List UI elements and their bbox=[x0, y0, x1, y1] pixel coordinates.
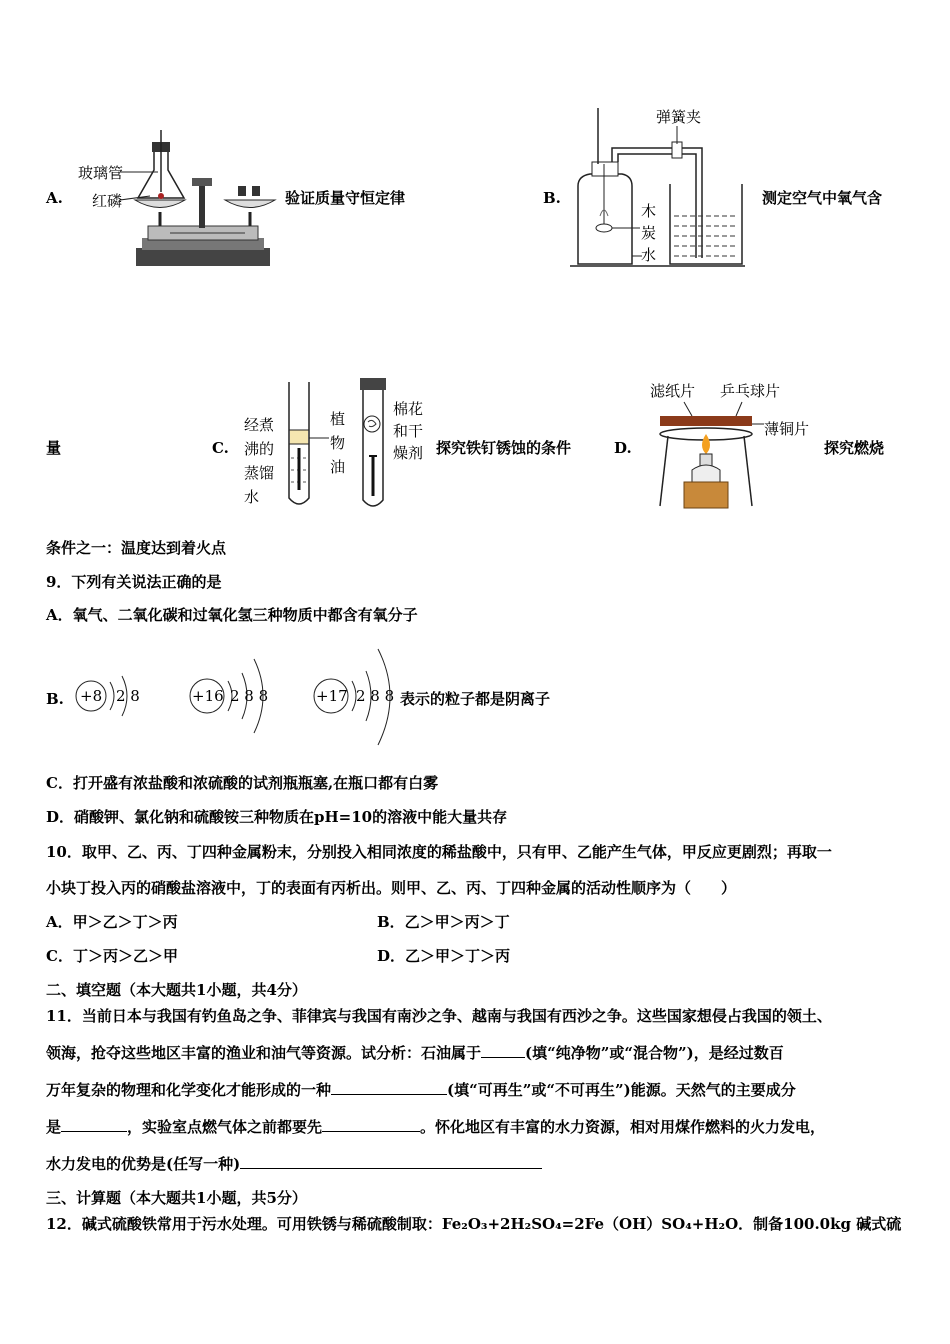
q9-option-a: A．氧气、二氧化碳和过氧化氢三种物质中都含有氧分子 bbox=[46, 606, 418, 624]
answer-blank-5[interactable] bbox=[240, 1154, 542, 1169]
boiled-water-label-2: 沸的 bbox=[244, 440, 275, 458]
option-c-letter: C. bbox=[212, 439, 229, 457]
q12-stem: 12．碱式硫酸铁常用于污水处理。可用铁锈与稀硫酸制取：Fe₂O₃+2H₂SO₄=2Fe（OH）SO₄+H₂O．制备100.0kg 碱式硫 bbox=[46, 1215, 902, 1233]
q11-line-3 bbox=[46, 1080, 796, 1100]
plant-oil-label-2: 物 bbox=[330, 434, 346, 452]
q11-line-4 bbox=[46, 1117, 825, 1137]
option-b-text: 测定空气中氧气含 bbox=[762, 189, 883, 207]
atom-1-electrons: 2 8 bbox=[116, 687, 140, 705]
q9-option-c: C．打开盛有浓盐酸和浓硫酸的试剂瓶瓶塞,在瓶口都有白雾 bbox=[46, 774, 439, 792]
atom-2-nucleus: +16 bbox=[192, 687, 224, 705]
q11-line-2-start: 领海，抢夺这些地区丰富的渔业和油气等资源。试分析：石油属于 bbox=[46, 1044, 482, 1062]
q11-line-4-middle: ，实验室点燃气体之前都要先 bbox=[127, 1118, 323, 1136]
option-d-text: 探究燃烧 bbox=[824, 439, 885, 457]
pingpong-label: 乒乓球片 bbox=[720, 382, 781, 400]
q11-line-1: 11．当前日本与我国有钓鱼岛之争、菲律宾与我国有南沙之争、越南与我国有西沙之争。这些国家想侵占我国的领土、 bbox=[46, 1007, 832, 1025]
atom-2-electrons: 2 8 8 bbox=[230, 687, 269, 705]
cotton-label-2: 和干 bbox=[393, 422, 424, 440]
boiled-water-label-3: 蒸馏 bbox=[244, 464, 275, 482]
q10-option-c: C．丁＞丙＞乙＞甲 bbox=[46, 947, 178, 965]
atom-3-nucleus: +17 bbox=[316, 687, 348, 705]
q8-option-d-continued: 条件之一：温度达到着火点 bbox=[46, 539, 227, 557]
q11-line-5 bbox=[46, 1154, 542, 1174]
answer-blank-1[interactable] bbox=[481, 1043, 525, 1058]
section-2-heading: 二、填空题（本大题共1小题，共4分） bbox=[46, 981, 307, 999]
q11-line-4-end: 。怀化地区有丰富的水力资源，相对用煤作燃料的火力发电， bbox=[420, 1118, 826, 1136]
option-b-letter: B. bbox=[543, 189, 561, 207]
option-c-text: 探究铁钉锈蚀的条件 bbox=[436, 439, 572, 457]
red-phosphorus-label: 红磷 bbox=[92, 192, 123, 210]
q11-line-5-start: 水力发电的优势是(任写一种) bbox=[46, 1155, 241, 1173]
q10-stem-line-2: 小块丁投入丙的硝酸盐溶液中，丁的表面有丙析出。则甲、乙、丙、丁四种金属的活动性顺序为（ ） bbox=[46, 879, 737, 897]
boiled-water-label-4: 水 bbox=[244, 488, 260, 506]
option-d-letter: D. bbox=[614, 439, 632, 457]
plant-oil-label-3: 油 bbox=[330, 458, 346, 476]
q11-line-4-start: 是 bbox=[46, 1118, 62, 1136]
spring-clamp-label: 弹簧夹 bbox=[656, 108, 702, 126]
boiled-water-label-1: 经煮 bbox=[244, 416, 275, 434]
answer-blank-2[interactable] bbox=[331, 1080, 447, 1095]
q10-option-a: A．甲＞乙＞丁＞丙 bbox=[46, 913, 178, 931]
water-label: 水 bbox=[641, 246, 657, 264]
q11-line-2 bbox=[46, 1043, 784, 1063]
q9-option-b-letter: B. bbox=[46, 690, 64, 708]
q11-line-3-start: 万年复杂的物理和化学变化才能形成的一种 bbox=[46, 1081, 332, 1099]
q10-stem-line-1: 10．取甲、乙、丙、丁四种金属粉末，分别投入相同浓度的稀盐酸中，只有甲、乙能产生气体，甲反应更剧烈；再取一 bbox=[46, 843, 832, 861]
cotton-label-3: 燥剂 bbox=[393, 444, 424, 462]
section-3-heading: 三、计算题（本大题共1小题，共5分） bbox=[46, 1189, 307, 1207]
cotton-label-1: 棉花 bbox=[393, 400, 424, 418]
q9-option-b-text: 表示的粒子都是阴离子 bbox=[400, 690, 551, 708]
plant-oil-label-1: 植 bbox=[330, 410, 346, 428]
bottle-beaker-drawing bbox=[570, 108, 750, 268]
charcoal-label-2: 炭 bbox=[641, 224, 657, 242]
q9-stem: 9．下列有关说法正确的是 bbox=[46, 573, 222, 591]
option-a-letter: A. bbox=[46, 189, 63, 207]
q9-option-d: D．硝酸钾、氯化钠和硫酸铵三种物质在pH=10的溶液中能大量共存 bbox=[46, 808, 508, 826]
copper-sheet-label: 薄铜片 bbox=[764, 420, 810, 438]
burner-tripod-drawing bbox=[656, 400, 776, 510]
answer-blank-4[interactable] bbox=[322, 1117, 420, 1132]
option-a-text: 验证质量守恒定律 bbox=[285, 189, 406, 207]
q10-option-d: D．乙＞甲＞丁＞丙 bbox=[377, 947, 511, 965]
atom-1-nucleus: +8 bbox=[80, 687, 103, 705]
charcoal-label-1: 木 bbox=[641, 202, 657, 220]
filter-paper-label: 滤纸片 bbox=[650, 382, 696, 400]
q11-line-2-end: (填“纯净物”或“混合物”)，是经过数百 bbox=[525, 1044, 784, 1062]
atom-3-electrons: 2 8 8 bbox=[356, 687, 395, 705]
q11-line-3-end: (填“可再生”或“不可再生”)能源。天然气的主要成分 bbox=[447, 1081, 796, 1099]
glass-tube-label: 玻璃管 bbox=[78, 164, 124, 182]
answer-blank-3[interactable] bbox=[61, 1117, 127, 1132]
q10-option-b: B．乙＞甲＞丙＞丁 bbox=[377, 913, 510, 931]
option-b-text-continued: 量 bbox=[46, 439, 62, 457]
